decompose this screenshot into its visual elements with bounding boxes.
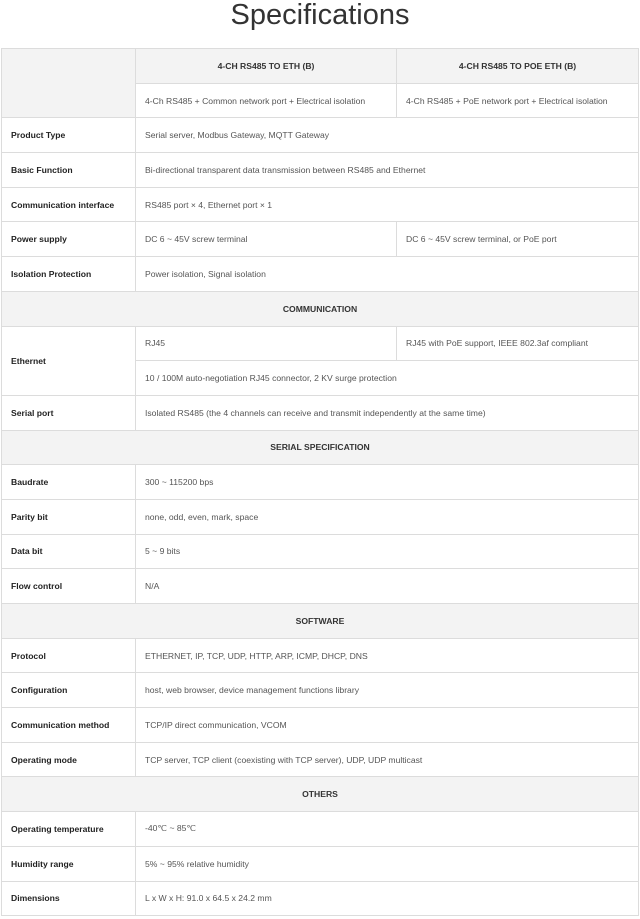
spec-value: TCP/IP direct communication, VCOM: [136, 708, 639, 743]
spec-row: [2, 569, 639, 604]
spec-label: Operating mode: [2, 742, 136, 777]
spec-label: Dimensions: [2, 881, 136, 916]
section-title: SOFTWARE: [2, 604, 639, 639]
spec-value: -40℃ ~ 85℃: [136, 812, 639, 847]
column-header: 4-CH RS485 TO POE ETH (B): [397, 49, 639, 84]
spec-label: Operating temperature: [2, 812, 136, 847]
spec-row: [2, 673, 639, 708]
spec-row: [2, 257, 639, 292]
section-header-row: [2, 777, 639, 812]
spec-row: [2, 499, 639, 534]
spec-label: Baudrate: [2, 465, 136, 500]
spec-row: [2, 812, 639, 847]
spec-row: [2, 465, 639, 500]
spec-value: Isolated RS485 (the 4 channels can receive and transmit independently at the same time): [136, 395, 639, 430]
spec-label: Ethernet: [2, 326, 136, 395]
spec-row: [2, 222, 639, 257]
spec-label: Product Type: [2, 118, 136, 153]
spec-value: host, web browser, device management functions library: [136, 673, 639, 708]
spec-row: [2, 395, 639, 430]
spec-row: [2, 187, 639, 222]
spec-value: 5 ~ 9 bits: [136, 534, 639, 569]
section-title: OTHERS: [2, 777, 639, 812]
spec-value: N/A: [136, 569, 639, 604]
section-header-row: [2, 430, 639, 465]
model-description: 4-Ch RS485 + PoE network port + Electrical isolation: [397, 83, 639, 118]
spec-value: DC 6 ~ 45V screw terminal: [136, 222, 397, 257]
spec-row: [2, 708, 639, 743]
spec-row: [2, 326, 639, 361]
spec-value: L x W x H: 91.0 x 64.5 x 24.2 mm: [136, 881, 639, 916]
spec-label: Protocol: [2, 638, 136, 673]
spec-label: Parity bit: [2, 499, 136, 534]
spec-label: Communication interface: [2, 187, 136, 222]
spec-label: Configuration: [2, 673, 136, 708]
spec-row: [2, 118, 639, 153]
spec-row: [2, 534, 639, 569]
table-header-row: [2, 49, 639, 84]
spec-value: Power isolation, Signal isolation: [136, 257, 639, 292]
section-title: COMMUNICATION: [2, 291, 639, 326]
spec-label: Isolation Protection: [2, 257, 136, 292]
spec-value: RJ45 with PoE support, IEEE 802.3af compliant: [397, 326, 639, 361]
section-title: SERIAL SPECIFICATION: [2, 430, 639, 465]
spec-label: Flow control: [2, 569, 136, 604]
spec-label: Serial port: [2, 395, 136, 430]
spec-value: RS485 port × 4, Ethernet port × 1: [136, 187, 639, 222]
column-header: 4-CH RS485 TO ETH (B): [136, 49, 397, 84]
spec-value: DC 6 ~ 45V screw terminal, or PoE port: [397, 222, 639, 257]
spec-value: 5% ~ 95% relative humidity: [136, 846, 639, 881]
section-header-row: [2, 291, 639, 326]
spec-value: 10 / 100M auto-negotiation RJ45 connector, 2 KV surge protection: [136, 361, 639, 396]
spec-label: Humidity range: [2, 846, 136, 881]
specifications-table: [1, 48, 639, 916]
spec-value: Serial server, Modbus Gateway, MQTT Gateway: [136, 118, 639, 153]
spec-label: Data bit: [2, 534, 136, 569]
spec-label: Communication method: [2, 708, 136, 743]
spec-label: Power supply: [2, 222, 136, 257]
spec-value: ETHERNET, IP, TCP, UDP, HTTP, ARP, ICMP, DHCP, DNS: [136, 638, 639, 673]
spec-row: [2, 638, 639, 673]
model-description: 4-Ch RS485 + Common network port + Electrical isolation: [136, 83, 397, 118]
spec-value: RJ45: [136, 326, 397, 361]
spec-value: 300 ~ 115200 bps: [136, 465, 639, 500]
section-header-row: [2, 604, 639, 639]
spec-value: none, odd, even, mark, space: [136, 499, 639, 534]
spec-value: Bi-directional transparent data transmission between RS485 and Ethernet: [136, 153, 639, 188]
corner-cell: [2, 49, 136, 118]
spec-label: Basic Function: [2, 153, 136, 188]
page-title: Specifications: [230, 0, 410, 31]
spec-row: [2, 742, 639, 777]
spec-row: [2, 153, 639, 188]
spec-value: TCP server, TCP client (coexisting with TCP server), UDP, UDP multicast: [136, 742, 639, 777]
spec-row: [2, 846, 639, 881]
spec-row: [2, 881, 639, 916]
